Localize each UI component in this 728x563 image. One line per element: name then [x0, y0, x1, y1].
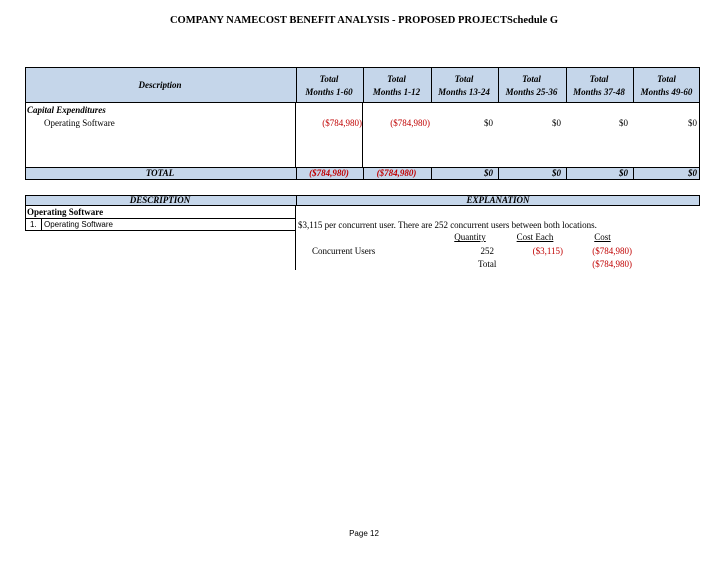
- header-col-1-line1: Total: [319, 74, 339, 84]
- header-col-6-line2: Months 49-60: [640, 87, 693, 97]
- header-col-2-line2: Months 1-12: [372, 87, 421, 97]
- header-col-1-line2: Months 1-60: [305, 87, 353, 97]
- row-value-5: $0: [619, 118, 628, 128]
- col-cost: Cost: [594, 232, 611, 242]
- row-value-2: ($784,980): [390, 118, 430, 128]
- page-number: Page 12: [349, 529, 379, 538]
- row-label: Operating Software: [44, 118, 115, 128]
- header-col-5-line1: Total: [589, 74, 609, 84]
- header-col-4-line2: Months 25-36: [505, 87, 558, 97]
- total-explanation-label: Total: [478, 259, 497, 269]
- item-label: Operating Software: [44, 220, 113, 229]
- line-label: Concurrent Users: [312, 246, 376, 256]
- line-quantity: 252: [480, 246, 494, 256]
- explanation-text: $3,115 per concurrent user. There are 252 concurrent users between both locations.: [298, 220, 597, 230]
- header-col-4-line1: Total: [522, 74, 541, 84]
- row-value-4: $0: [552, 118, 561, 128]
- row-value-6: $0: [688, 118, 697, 128]
- total-value-4: $0: [552, 168, 561, 178]
- header-col-5-line2: Months 37-48: [573, 87, 625, 97]
- col-cost-each: Cost Each: [516, 232, 554, 242]
- section-capital-expenditures: Capital Expenditures: [27, 105, 106, 115]
- row-value-3: $0: [484, 118, 493, 128]
- total-explanation-cost: ($784,980): [592, 259, 632, 269]
- page-title: COMPANY NAMECOST BENEFIT ANALYSIS - PROPOSED PROJECTSchedule G: [169, 15, 559, 26]
- line-cost: ($784,980): [592, 246, 632, 256]
- total-value-6: $0: [688, 168, 697, 178]
- total-value-3: $0: [484, 168, 493, 178]
- header-col-3-line1: Total: [454, 74, 474, 84]
- header-col-6-line1: Total: [657, 74, 676, 84]
- header-col-3-line2: Months 13-24: [438, 87, 490, 97]
- total-label: TOTAL: [145, 168, 175, 178]
- description-header: DESCRIPTION: [129, 195, 191, 205]
- header-description: Description: [138, 80, 182, 90]
- explanation-header: EXPLANATION: [466, 195, 530, 205]
- total-value-2: ($784,980): [376, 168, 417, 178]
- explanation-group: Operating Software: [27, 207, 104, 217]
- line-cost-each: ($3,115): [532, 246, 563, 256]
- row-value-1: ($784,980): [322, 118, 362, 128]
- total-value-5: $0: [619, 168, 628, 178]
- total-value-1: ($784,980): [309, 168, 349, 178]
- header-col-2-line1: Total: [387, 74, 406, 84]
- item-number: 1.: [30, 220, 37, 229]
- col-quantity: Quantity: [454, 232, 486, 242]
